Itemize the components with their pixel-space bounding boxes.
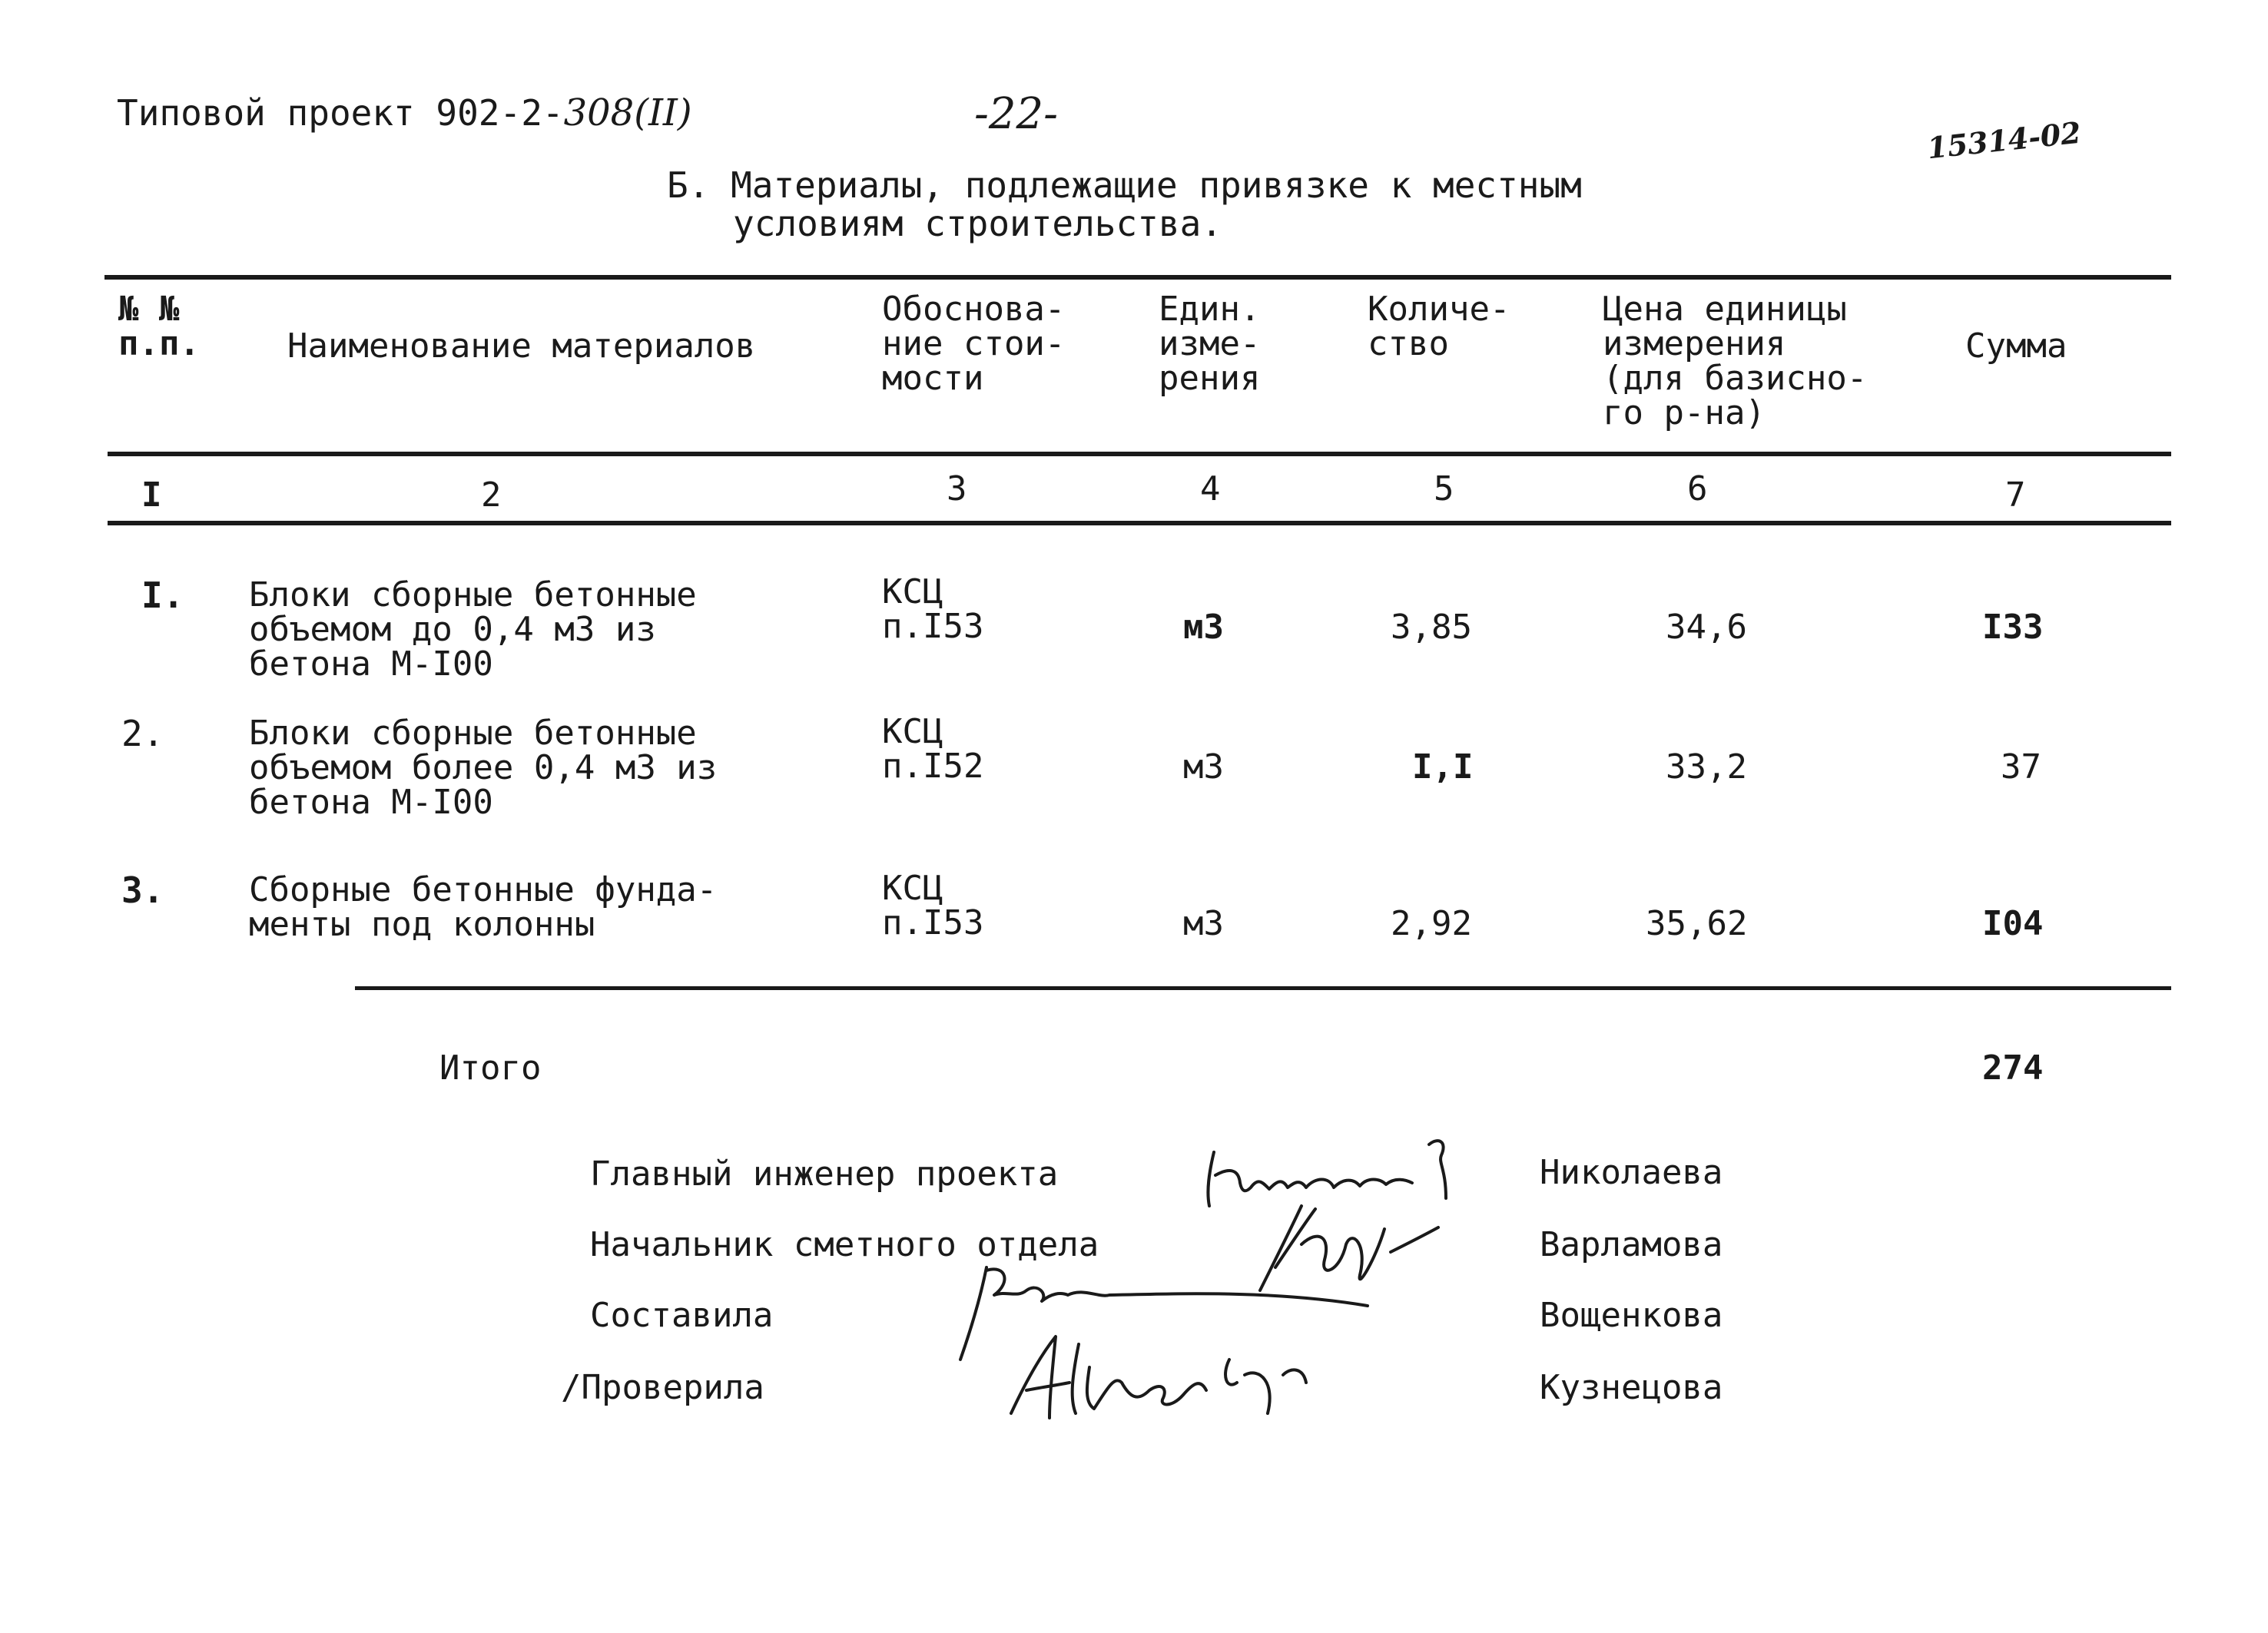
row-number: I. — [141, 575, 184, 616]
signature-name: Николаева — [1540, 1153, 1723, 1192]
col-header-price: Цена единицы измерения (для базисно- го р-на) — [1603, 290, 1868, 432]
handwritten-signature-checker — [999, 1329, 1337, 1429]
col-num-2: 2 — [481, 475, 502, 515]
signature-role: /Проверила — [561, 1368, 764, 1407]
signature-role: Составила — [590, 1296, 774, 1335]
total-rule — [355, 986, 2171, 990]
quantity: 3,85 — [1391, 608, 1472, 647]
unit-price: 34,6 — [1666, 608, 1747, 647]
archive-code: 15314-02 — [1925, 114, 2083, 166]
section-title-line2: условиям строительства. — [733, 203, 1222, 244]
project-code — [117, 91, 692, 134]
table-top-rule — [104, 275, 2171, 280]
col-num-7: 7 — [2005, 475, 2026, 515]
cost-basis: КСЦ п.I52 — [882, 712, 984, 786]
col-header-name: Наименование материалов — [287, 326, 756, 366]
col-num-6: 6 — [1687, 469, 1708, 508]
col-num-4: 4 — [1200, 469, 1221, 508]
signature-name: Кузнецова — [1540, 1368, 1723, 1407]
row-number: 3. — [121, 869, 164, 911]
material-name: Блоки сборные бетонные объемом до 0,4 м3 из бетона М-I00 — [249, 575, 697, 684]
signature-role: Начальник сметного отдела — [590, 1225, 1099, 1264]
col-header-no: № № п.п. — [118, 290, 200, 363]
col-header-unit: Един. изме- рения — [1159, 290, 1261, 398]
material-name: Сборные бетонные фунда- менты под колонны — [249, 870, 718, 944]
unit-price: 35,62 — [1646, 904, 1748, 943]
unit: м3 — [1183, 608, 1224, 647]
header-bottom-rule — [108, 452, 2171, 456]
unit-price: 33,2 — [1666, 747, 1747, 787]
quantity: 2,92 — [1391, 904, 1472, 943]
signature-role: Главный инженер проекта — [590, 1154, 1059, 1194]
col-header-qty: Количе- ство — [1368, 290, 1510, 363]
unit: м3 — [1183, 747, 1224, 787]
col-header-sum: Сумма — [1965, 326, 2067, 366]
col-num-3: 3 — [947, 469, 967, 508]
total-label: Итого — [439, 1048, 542, 1088]
column-numbers-rule — [108, 521, 2171, 525]
section-title-line1: Б. Материалы, подлежащие привязке к местным — [667, 164, 1582, 206]
cost-basis: КСЦ п.I53 — [882, 572, 984, 646]
col-header-basis: Обоснова- ние стои- мости — [882, 290, 1066, 398]
sum: I33 — [1982, 608, 2044, 647]
quantity: I,I — [1412, 747, 1474, 787]
material-name: Блоки сборные бетонные объемом более 0,4 м3 из бетона М-I00 — [249, 714, 718, 822]
total-value: 274 — [1982, 1048, 2044, 1088]
cost-basis: КСЦ п.I53 — [882, 869, 984, 942]
sum: 37 — [2001, 747, 2041, 787]
project-code-prefix: Типовой проект 902-2- — [117, 92, 564, 134]
project-code-handwritten: 308(II) — [563, 91, 692, 134]
page-number: -22- — [974, 89, 1059, 139]
unit: м3 — [1183, 904, 1224, 943]
signature-name: Вощенкова — [1540, 1296, 1723, 1335]
signature-name: Варламова — [1540, 1225, 1723, 1264]
col-num-5: 5 — [1434, 469, 1454, 508]
col-num-1: I — [141, 475, 162, 515]
row-number: 2. — [121, 713, 164, 754]
sum: I04 — [1982, 904, 2044, 943]
